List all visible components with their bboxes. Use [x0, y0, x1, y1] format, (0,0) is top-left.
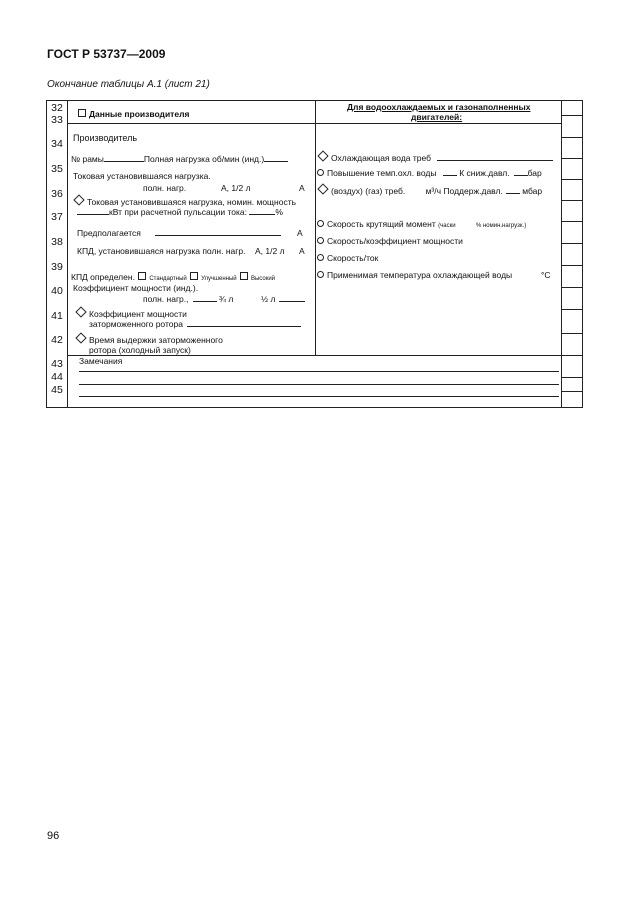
- row-number: 36: [51, 188, 63, 200]
- diamond-icon: [317, 183, 328, 194]
- diamond-icon: [317, 150, 328, 161]
- margin-tick: [561, 243, 582, 244]
- assumed-row: Предполагается: [77, 229, 281, 239]
- row-number: 37: [51, 211, 63, 223]
- current-rated-label: Токовая установившаяся нагрузка, номин. мощность: [73, 196, 296, 208]
- margin-tick: [561, 265, 582, 266]
- speed-pf-row: Скорость/коэффициент мощности: [317, 237, 463, 247]
- header-divider: [67, 123, 561, 124]
- speed-current-row: Скорость/ток: [317, 254, 378, 264]
- full-load-label: полн. нагр.: [143, 183, 187, 193]
- margin-tick: [561, 200, 582, 201]
- margin-tick: [561, 287, 582, 288]
- unit-celsius: °C: [541, 270, 551, 280]
- power-factor-label: Коэффициент мощности (инд.).: [73, 283, 199, 293]
- diamond-icon: [75, 332, 86, 343]
- row-number: 39: [51, 261, 63, 273]
- checkbox-icon[interactable]: [240, 272, 248, 280]
- diamond-icon: [75, 306, 86, 317]
- margin-tick: [561, 158, 582, 159]
- row-number: 40: [51, 285, 63, 297]
- locked-time-label: Время выдержки заторможенного: [75, 334, 223, 346]
- cold-start-label: ротора (холодный запуск): [89, 345, 191, 355]
- radio-icon[interactable]: [317, 169, 324, 176]
- row-number: 45: [51, 384, 63, 396]
- margin-tick: [561, 137, 582, 138]
- locked-rotor-row: заторможенного ротора: [89, 320, 301, 330]
- page-number: 96: [47, 830, 60, 842]
- margin-tick: [561, 179, 582, 180]
- cooling-water-row: Охлаждающая вода треб: [317, 152, 553, 164]
- temp-rise-row: Повышение темп.охл. воды К сниж.давл. бар: [317, 169, 542, 179]
- radio-icon[interactable]: [317, 237, 324, 244]
- checkbox-icon[interactable]: [190, 272, 198, 280]
- margin-tick: [561, 309, 582, 310]
- right-title-line2: двигателей:: [411, 112, 463, 122]
- pulsation-row: кВт при расчетной пульсации тока: %: [77, 208, 283, 218]
- document-header: ГОСТ Р 53737—2009: [47, 47, 166, 61]
- row-number: 35: [51, 163, 63, 175]
- efficiency-determined-row: КПД определен. Стандартный Улучшенный Высокий: [71, 272, 276, 282]
- row-number: 38: [51, 236, 63, 248]
- row-number: 41: [51, 310, 63, 322]
- half-load-row: ½ л: [261, 295, 305, 305]
- spec-table: [46, 100, 583, 408]
- row-number: 32: [51, 102, 63, 114]
- row-number: 42: [51, 334, 63, 346]
- unit-a-eff: А: [299, 246, 305, 256]
- row-number: 44: [51, 371, 63, 383]
- efficiency-label: КПД, установившаяся нагрузка полн. нагр.: [77, 246, 246, 256]
- air-gas-row: (воздух) (газ) треб. м³/ч Поддерж.давл. мбар: [317, 185, 542, 197]
- margin-tick: [561, 377, 582, 378]
- row-number: 43: [51, 358, 63, 370]
- current-load-label: Токовая установившаяся нагрузка.: [73, 171, 211, 181]
- number-column-divider: [67, 101, 68, 407]
- manufacturer-data-label: Данные производителя: [77, 109, 189, 120]
- checkbox-icon[interactable]: [138, 272, 146, 280]
- right-margin-divider: [561, 101, 562, 407]
- radio-icon[interactable]: [317, 271, 324, 278]
- remarks-line: [79, 396, 559, 397]
- remarks-line: [79, 371, 559, 372]
- unit-a-half-eff: А, 1/2 л: [255, 246, 285, 256]
- frame-row: № рамы Полная нагрузка об/мин (инд.): [71, 155, 288, 165]
- diamond-icon: [73, 194, 84, 205]
- row-number: 34: [51, 138, 63, 150]
- remarks-line: [79, 384, 559, 385]
- margin-tick: [561, 115, 582, 116]
- margin-tick: [561, 355, 582, 356]
- margin-tick: [561, 221, 582, 222]
- unit-a: А: [299, 183, 305, 193]
- margin-tick: [561, 391, 582, 392]
- radio-icon[interactable]: [317, 254, 324, 261]
- unit-a-assumed: А: [297, 228, 303, 238]
- center-column-divider: [315, 101, 316, 355]
- remarks-label: Замечания: [79, 356, 123, 366]
- speed-torque-row: Скорость крутящий момент (часки % номин.нагрузк.): [317, 220, 526, 230]
- unit-a-half: А, 1/2 л: [221, 183, 251, 193]
- checkbox-icon[interactable]: [78, 109, 86, 117]
- locked-pf-label: Коэффициент мощности: [75, 308, 187, 320]
- manufacturer-label: Производитель: [73, 133, 138, 143]
- power-factor-row: полн. нагр., ¾ л: [143, 294, 234, 304]
- row-number: 33: [51, 114, 63, 126]
- radio-icon[interactable]: [317, 220, 324, 227]
- margin-tick: [561, 333, 582, 334]
- water-temp-row: Применимая температура охлаждающей воды: [317, 271, 512, 281]
- table-caption: Окончание таблицы А.1 (лист 21): [47, 79, 210, 90]
- right-title-line1: Для водоохлаждаемых и газонаполненных: [347, 102, 531, 112]
